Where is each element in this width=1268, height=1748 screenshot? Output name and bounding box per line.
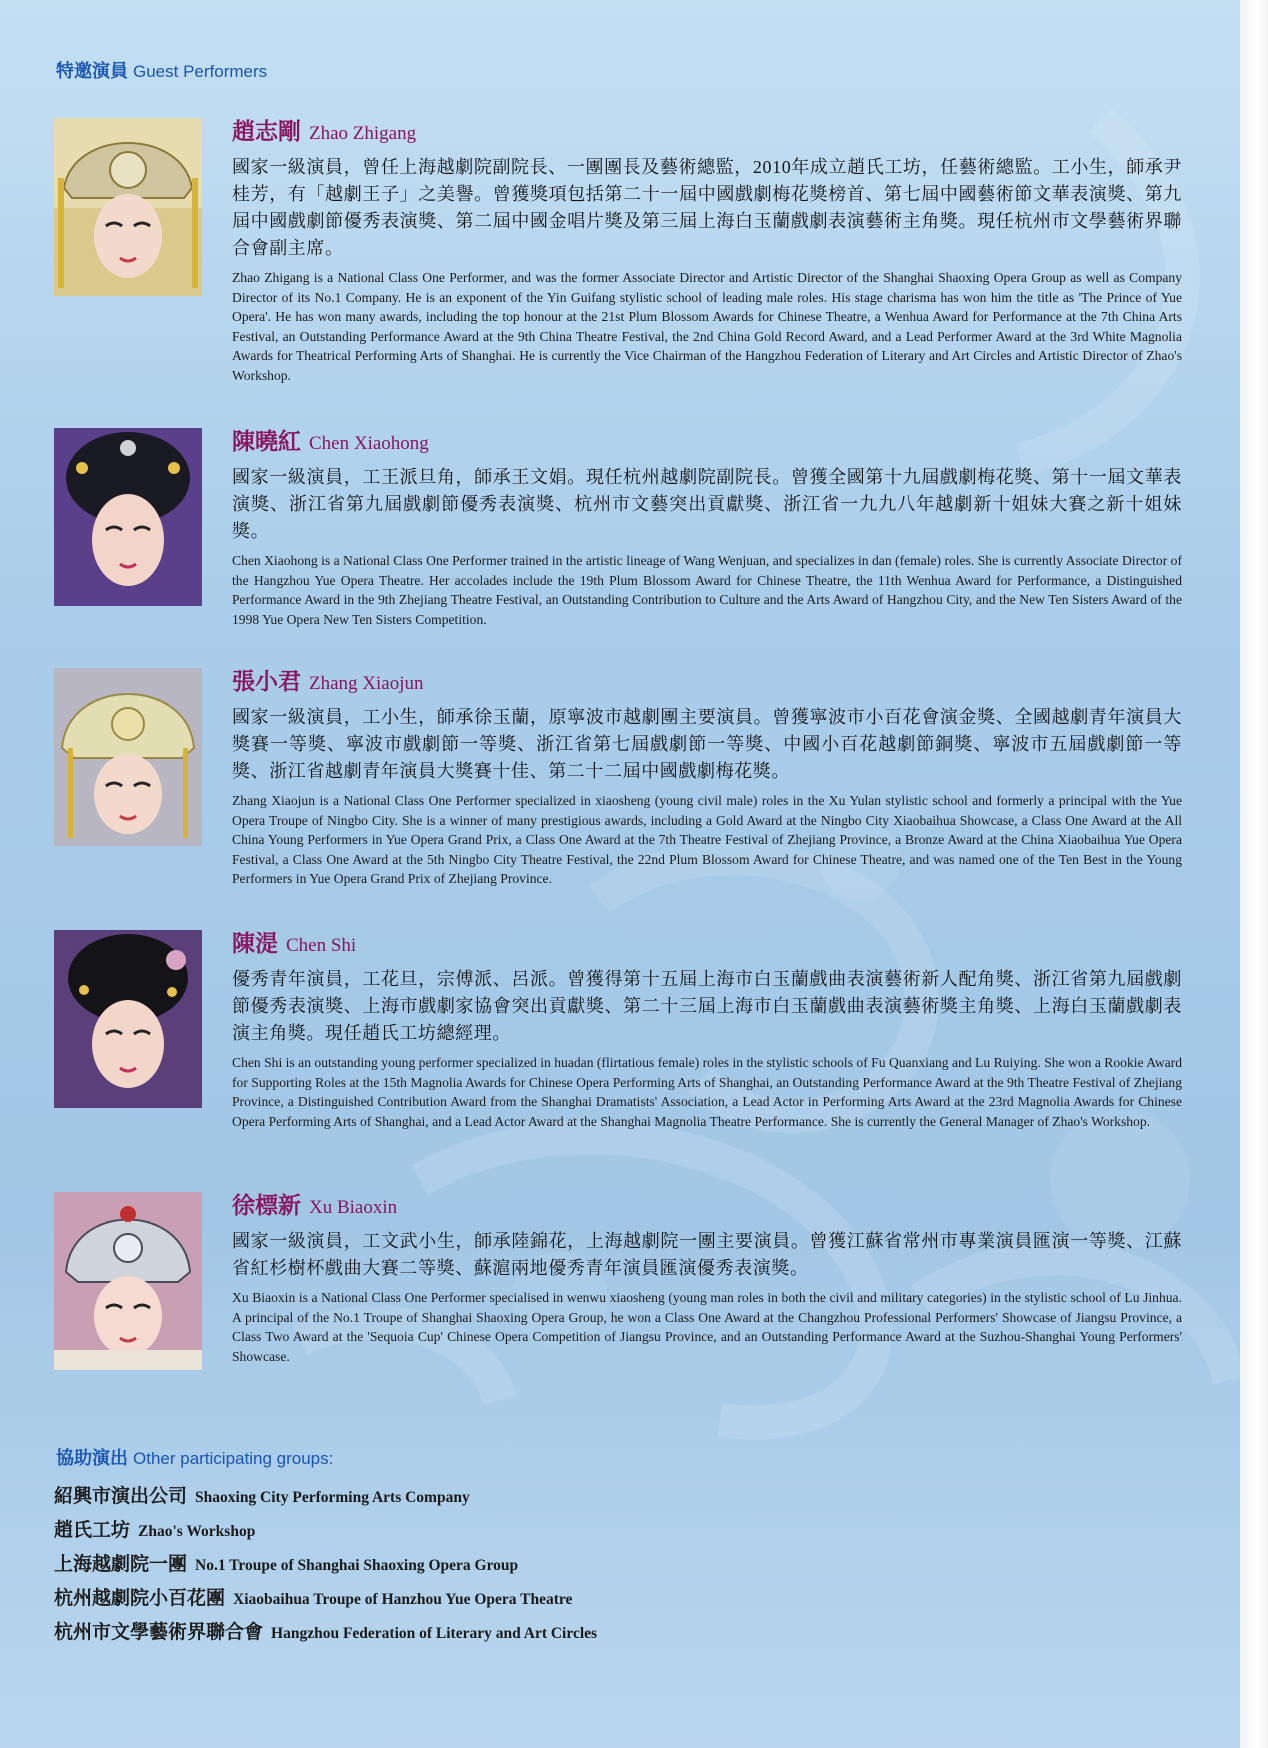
portrait-illustration <box>54 1192 202 1370</box>
bio-english: Xu Biaoxin is a National Class One Performer specialised in wenwu xiaosheng (young man roles in both the civil and military categories) in the stylistic school of Lu Jinhua. A principal of the No.1 Troupe of Shanghai Shaoxing Opera Group, he won a Class One Award at the Changzhou Professional Performers' Showcase of Jiangsu Province, a Class Two Award at the 'Sequoia Cup' Chinese Opera Competition of Jiangsu Province, and an Outstanding Performance Award at the Suzhou-Shanghai Young Performers' Showcase. <box>232 1290 1182 1364</box>
bio-chinese: 國家一級演員，工小生，師承徐玉蘭，原寧波市越劇團主要演員。曾獲寧波市小百花會演金獎、全國越劇青年演員大獎賽一等獎、寧波市戲劇節一等獎、浙江省第七屆戲劇節一等獎、中國小百花越劇節銅獎、寧波市五屆戲劇節一等獎、浙江省越劇青年演員大獎賽十佳、第二十二屆中國戲劇梅花獎。 <box>232 707 1182 781</box>
performer-name: 陳湜 Chen Shi <box>232 931 357 956</box>
performer-photo <box>54 428 202 606</box>
bio-chinese: 優秀青年演員，工花旦，宗傅派、呂派。曾獲得第十五屆上海市白玉蘭戲曲表演藝術新人配角獎、浙江省第九屆戲劇節優秀表演獎、上海市戲劇家協會突出貢獻獎、第二十三屆上海市白玉蘭戲曲表演藝術獎主角獎、上海白玉蘭戲劇表演主角獎。現任趙氏工坊總經理。 <box>232 969 1182 1043</box>
participating-groups-heading <box>56 1444 333 1470</box>
heading-zh: 特邀演員 <box>56 61 128 81</box>
performer-photo <box>54 118 202 296</box>
performer-name: 張小君 Zhang Xiaojun <box>232 669 424 694</box>
portrait-illustration <box>54 118 202 296</box>
portrait-illustration <box>54 428 202 606</box>
portrait-illustration <box>54 930 202 1108</box>
bio-chinese: 國家一級演員，工文武小生，師承陸錦花，上海越劇院一團主要演員。曾獲江蘇省常州市專業演員匯演一等獎、江蘇省紅杉樹杯戲曲大賽二等獎、蘇滬兩地優秀青年演員匯演優秀表演獎。 <box>232 1231 1182 1278</box>
performer-photo <box>54 1192 202 1370</box>
bio-english: Chen Xiaohong is a National Class One Performer trained in the artistic lineage of Wang Wenjuan, and specializes in dan (female) roles. She is currently Associate Director of the Hangzhou Yue Opera Theatre. Her accolades include the 19th Plum Blossom Award for Chinese Theatre, the 11th Wenhua Award for Performance, a Distinguished Performance Award in the 9th Zhejiang Theatre Festival, an Outstanding Contribution to Culture and the Arts Award of Hangzhou City, and the New Ten Sisters Award of the 1998 Yue Opera New Ten Sisters Competition. <box>232 553 1182 627</box>
group-item: 杭州越劇院小百花團 Xiaobaihua Troupe of Hanzhou Yue Opera Theatre <box>54 1588 573 1609</box>
groups-heading-zh: 協助演出 <box>56 1448 128 1468</box>
group-item: 上海越劇院一團 No.1 Troupe of Shanghai Shaoxing Opera Group <box>54 1554 519 1575</box>
participating-groups-list <box>54 1480 954 1650</box>
bio-english: Zhao Zhigang is a National Class One Performer, and was the former Associate Director and Artistic Director of the Shanghai Shaoxing Opera Group as well as Company Director of its No.1 Company. He is an exponent of the Yin Guifang stylistic school of leading male roles. His stage charisma has won him the title as 'The Prince of Yue Opera'. He has won many awards, including the top honour at the 21st Plum Blossom Awards for Chinese Theatre, a Wenhua Award for Performance at the 7th China Arts Festival, an Outstanding Performance Award at the 9th China Theatre Festival, the 2nd China Gold Record Award, and a Lead Performer Award at the 3rd White Magnolia Awards for Theatrical Performing Arts of Shanghai. He is currently the Vice Chairman of the Hangzhou Federation of Literary and Art Circles and Artistic Director of Zhao's Workshop. <box>232 270 1182 383</box>
performer-photo <box>54 930 202 1108</box>
heading-en: Guest Performers <box>133 62 268 81</box>
performer-name: 趙志剛 Zhao Zhigang <box>232 119 417 144</box>
bio-english: Chen Shi is an outstanding young performer specialized in huadan (flirtatious female) roles in the stylistic schools of Fu Quanxiang and Lu Ruiying. She won a Rookie Award for Supporting Roles at the 15th Magnolia Awards for Chinese Opera Performing Arts of Shanghai, an Outstanding Performance Award at the 9th Theatre Festival of Zhejiang Province, a Distinguished Contribution Award from the Shanghai Dramatists' Association, a Lead Actor in Performing Arts Award at the 23rd Magnolia Awards for Chinese Opera Performing Arts of Shanghai, and a Lead Actor Award at the Shanghai Magnolia Theatre Performance. She is currently the General Manager of Zhao's Workshop. <box>232 1055 1182 1129</box>
group-item: 趙氏工坊 Zhao's Workshop <box>54 1520 256 1541</box>
group-item: 紹興市演出公司 Shaoxing City Performing Arts Company <box>54 1486 470 1507</box>
guest-performers-heading <box>56 57 267 83</box>
bio-chinese: 國家一級演員，曾任上海越劇院副院長、一團團長及藝術總監，2010年成立趙氏工坊，任藝術總監。工小生，師承尹桂芳，有「越劇王子」之美譽。曾獲獎項包括第二十一屆中國戲劇梅花獎榜首、第七屆中國藝術節文華表演獎、第九屆中國戲劇節優秀表演獎、第二屆中國金唱片獎及第三屆上海白玉蘭戲劇表演藝術主角獎。現任杭州市文學藝術界聯合會副主席。 <box>232 157 1182 258</box>
bio-chinese: 國家一級演員，工王派旦角，師承王文娟。現任杭州越劇院副院長。曾獲全國第十九屆戲劇梅花獎、第十一屆文華表演獎、浙江省第九屆戲劇節優秀表演獎、杭州市文藝突出貢獻獎、浙江省一九九八年越劇新十姐妹大賽之新十姐妹獎。 <box>232 467 1182 541</box>
groups-heading-en: Other participating groups: <box>133 1449 334 1468</box>
portrait-illustration <box>54 668 202 846</box>
performer-photo <box>54 668 202 846</box>
performer-name: 陳曉紅 Chen Xiaohong <box>232 429 429 454</box>
page-edge <box>1240 0 1268 1748</box>
performer-name: 徐標新 Xu Biaoxin <box>232 1193 398 1218</box>
group-item: 杭州市文學藝術界聯合會 Hangzhou Federation of Literary and Art Circles <box>54 1622 598 1643</box>
bio-english: Zhang Xiaojun is a National Class One Performer specialized in xiaosheng (young civil male) roles in the Xu Yulan stylistic school and formerly a principal with the Yue Opera Troupe of Ningbo City. She is a winner of many prestigious awards, including a Gold Award at the Ningbo City Xiaobaihua Showcase, a Class One Award at the All China Young Performers in Yue Opera Grand Prix, a Class One Award at the 7th Theatre Festival of Zhejiang Province, a Bronze Award at the China Xiaobaihua Yue Opera Festival, a Class One Award at the 5th Ningbo City Theatre Festival, the 22nd Plum Blossom Award for Chinese Theatre, and was named one of the Ten Best in the Young Performers in Yue Opera Grand Prix of Zhejiang Province. <box>232 793 1182 887</box>
